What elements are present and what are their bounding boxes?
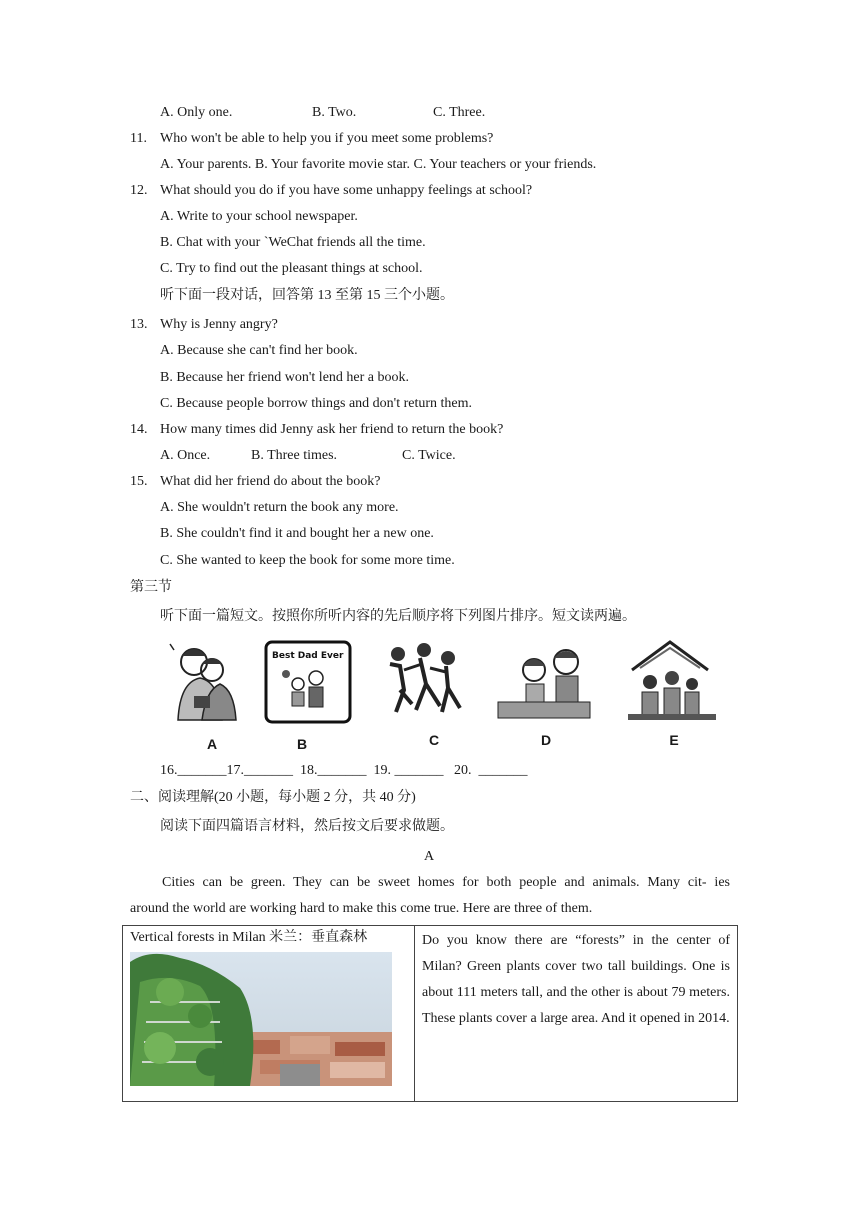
- picture-b: [262, 640, 366, 724]
- q14-options: [160, 447, 456, 465]
- passage-a-line2: around the world are working hard to make this come true. Here are three of them.: [130, 901, 593, 916]
- q15-option-a: A. She wouldn't return the book any more.: [160, 500, 399, 515]
- q10-option-c: C. Three.: [433, 105, 486, 120]
- picture-d: [492, 640, 596, 724]
- q13-option-c: C. Because people borrow things and don't return them.: [160, 396, 473, 411]
- q13-option-a: A. Because she can't find her book.: [160, 343, 358, 358]
- hug-illustration-icon: [160, 640, 264, 724]
- passage-a-line1: Cities can be green. They can be sweet homes for both people and animals. Many cit- ies: [162, 875, 730, 890]
- passage-a-letter: A: [424, 849, 435, 864]
- q13-option-b: B. Because her friend won't lend her a book.: [160, 370, 409, 385]
- q14-option-a: A. Once.: [160, 448, 211, 463]
- section3-title: 第三节: [130, 580, 172, 595]
- q12-question: What should you do if you have some unhappy feelings at school?: [160, 183, 533, 198]
- q11-options: A. Your parents. B. Your favorite movie star. C. Your teachers or your friends.: [160, 157, 597, 172]
- playing-illustration-icon: [376, 640, 480, 724]
- picture-row: [160, 640, 720, 750]
- q10-options: [160, 104, 485, 122]
- section3-instruction: 听下面一篇短文。按照你所听内容的先后顺序将下列图片排序。短文读两遍。: [160, 609, 636, 624]
- q14-number: 14.: [130, 422, 148, 437]
- picture-b-letter: B: [296, 736, 308, 752]
- q13-number: 13.: [130, 317, 148, 332]
- q11-number: 11.: [130, 131, 147, 146]
- picture-e-letter: E: [669, 732, 679, 748]
- q12-option-c: C. Try to find out the pleasant things at school.: [160, 261, 423, 276]
- q12-number: 12.: [130, 183, 148, 198]
- q10-option-b: B. Two.: [312, 105, 357, 120]
- milan-left-cell: [123, 926, 415, 1102]
- table-row: [123, 926, 738, 1102]
- picture-a-letter: A: [206, 736, 218, 752]
- q14-option-b: B. Three times.: [251, 448, 338, 463]
- q15-number: 15.: [130, 474, 148, 489]
- milan-title: Vertical forests in Milan 米兰：垂直森林: [130, 930, 368, 945]
- q15-option-b: B. She couldn't find it and bought her a new one.: [160, 526, 434, 541]
- milan-description: Do you know there are “forests” in the center of Milan? Green plants cover two tall buildings. One is about 111 meters tall, and the other is about 79 meters. These plants cover a large area. And it opened in 2014.: [422, 933, 730, 1026]
- picture-c: [376, 640, 480, 724]
- q13-question: Why is Jenny angry?: [160, 317, 278, 332]
- part2-instruction: 阅读下面四篇语言材料，然后按文后要求做题。: [160, 819, 454, 834]
- dialog-instruction: 听下面一段对话，回答第 13 至第 15 三个小题。: [160, 288, 454, 303]
- picture-a: [160, 640, 264, 724]
- card-illustration-icon: [262, 640, 366, 724]
- milan-right-cell: [415, 926, 738, 1102]
- q14-option-c: C. Twice.: [402, 448, 456, 463]
- q15-question: What did her friend do about the book?: [160, 474, 381, 489]
- vertical-forest-photo: [130, 952, 392, 1086]
- answer-blanks: 16._______17._______ 18._______ 19. _______ 20. _______: [160, 763, 528, 778]
- q10-option-a: A. Only one.: [160, 105, 233, 120]
- card-sign-text: Best Dad Ever: [272, 651, 344, 661]
- q12-option-b: B. Chat with your `WeChat friends all the time.: [160, 235, 426, 250]
- q14-question: How many times did Jenny ask her friend to return the book?: [160, 422, 504, 437]
- picture-e: [622, 640, 726, 724]
- picture-c-letter: C: [428, 732, 440, 748]
- city-table: [122, 925, 738, 1102]
- reading-illustration-icon: [492, 640, 596, 724]
- q11-question: Who won't be able to help you if you meet some problems?: [160, 131, 494, 146]
- q12-option-a: A. Write to your school newspaper.: [160, 209, 358, 224]
- q15-option-c: C. She wanted to keep the book for some more time.: [160, 553, 455, 568]
- part2-title: 二、阅读理解(20 小题，每小题 2 分，共 40 分): [130, 790, 416, 805]
- family-house-illustration-icon: [622, 640, 726, 724]
- picture-d-letter: D: [540, 732, 552, 748]
